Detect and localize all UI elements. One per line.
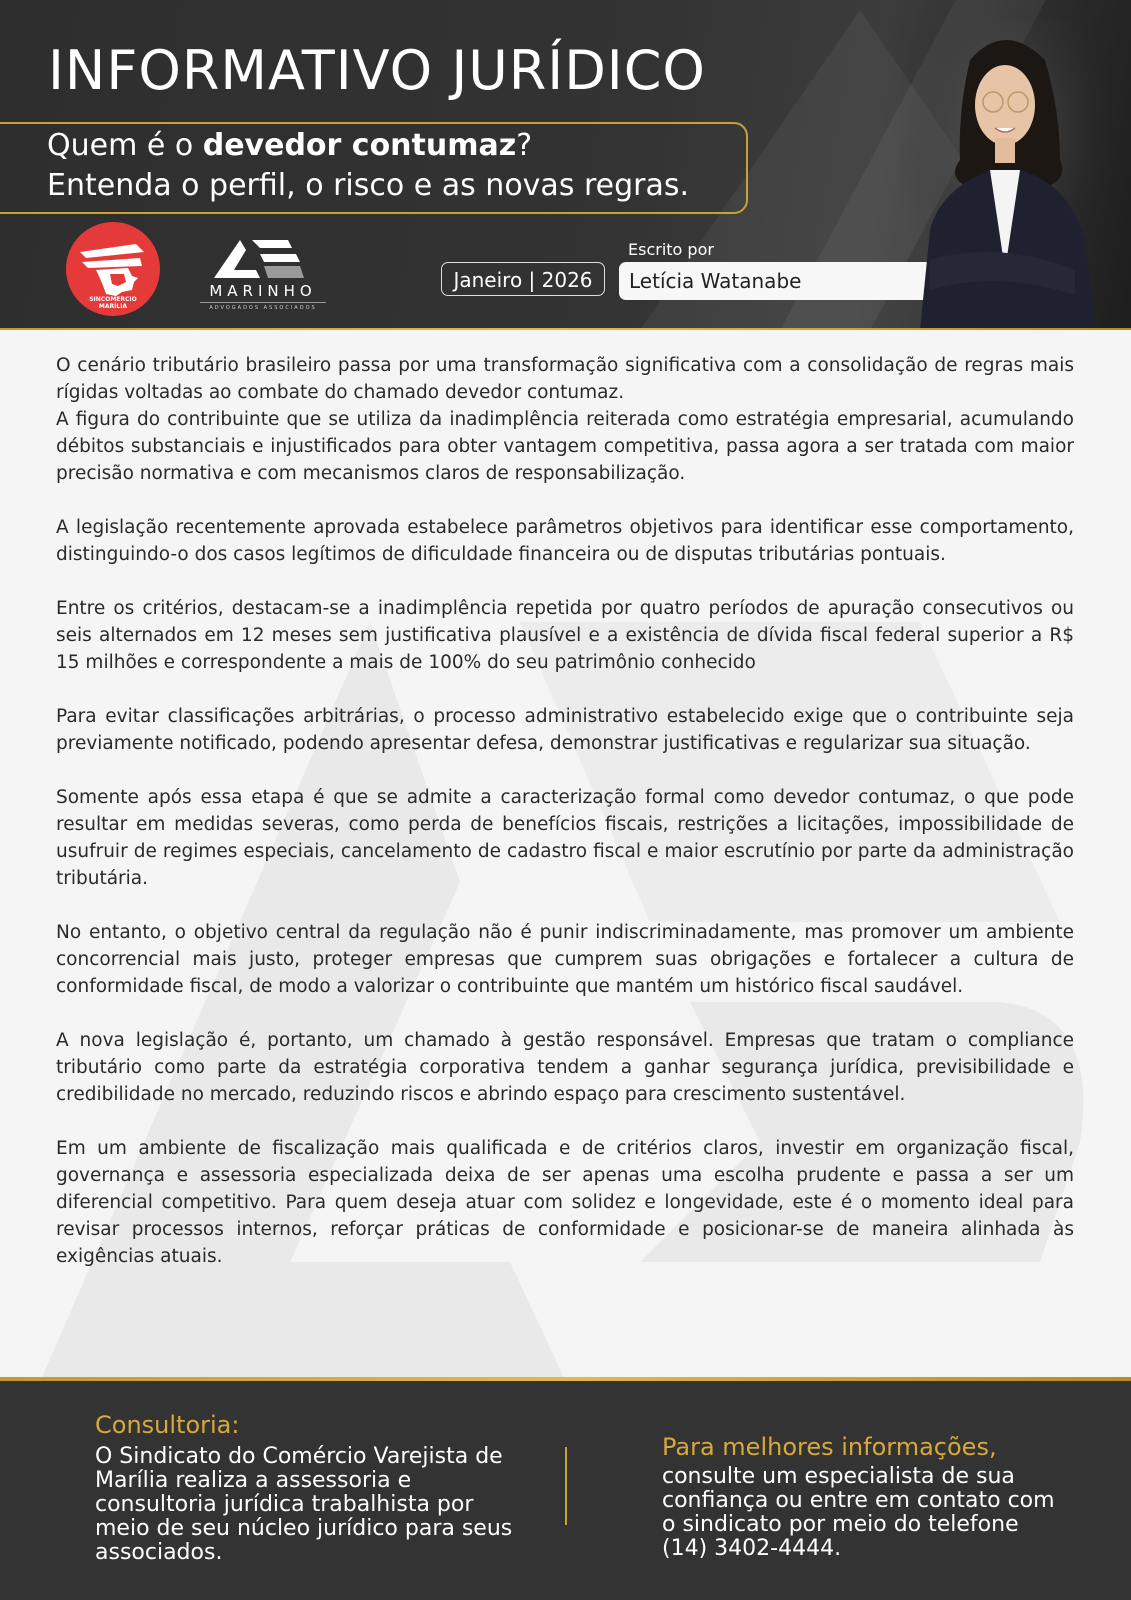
author-name: Letícia Watanabe	[619, 262, 949, 300]
article-section	[0, 332, 1131, 1377]
date-badge: Janeiro | 2026	[441, 262, 605, 296]
subtitle-prefix: Quem é o	[47, 128, 203, 163]
subtitle-highlight: devedor contumaz	[202, 128, 517, 163]
footer	[0, 1381, 1131, 1600]
page-title: INFORMATIVO JURÍDICO	[48, 39, 706, 102]
info-text: consulte um especialista de sua confiança ou entre em contato com o sindicato por meio do telefone (14) 3402-4444.	[662, 1464, 1055, 1561]
article-paragraph: Em um ambiente de fiscalização mais qualificada e de critérios claros, investir em organização fiscal, governança e assessoria especializada deixa de ser apenas uma escolha prudente e passa a ser um diferencial competitivo. Para quem deseja atuar com solidez e longevidade, este é o momento ideal para revisar processos internos, reforçar práticas de conformidade e posicionar-se de maneira alinhada às exigências atuais.	[56, 1138, 1074, 1267]
header-gold-divider	[0, 328, 1131, 330]
subtitle	[47, 126, 689, 206]
sincomercio-logo-text: SINCOMERCIO MARÍLIA	[89, 296, 137, 310]
article-paragraph: No entanto, o objetivo central da regulação não é punir indiscriminadamente, mas promover um ambiente concorrencial mais justo, proteger empresas que cumprem suas obrigações e fortalecer a cultura de conformidade fiscal, de modo a valorizar o contribuinte que mantém um histórico fiscal saudável.	[56, 922, 1074, 997]
article-paragraph: Para evitar classificações arbitrárias, o processo administrativo estabelecido exige que o contribuinte seja previamente notificado, podendo apresentar defesa, demonstrar justificativas e regularizar sua situação.	[56, 706, 1074, 754]
article-paragraph: Somente após essa etapa é que se admite a caracterização formal como devedor contumaz, o que pode resultar em medidas severas, como perda de benefícios fiscais, restrições a licitações, impossibilidade de usufruir de regimes especiais, cancelamento de cadastro fiscal e maior escrutínio por parte da administração tributária.	[56, 787, 1074, 889]
marinho-logo-name: MARINHO	[209, 282, 317, 300]
author-photo	[900, 20, 1110, 330]
header	[0, 0, 1131, 330]
article-paragraph: Entre os critérios, destacam-se a inadimplência repetida por quatro períodos de apuração consecutivos ou seis alternados em 12 meses sem justificativa plausível e a existência de dívida fiscal federal superior a R$ 15 milhões e correspondente a mais de 100% do seu patrimônio conhecido	[56, 598, 1074, 673]
subtitle-line2: Entenda o perfil, o risco e as novas regras.	[47, 168, 690, 203]
article-paragraph: A nova legislação é, portanto, um chamado à gestão responsável. Empresas que tratam o compliance tributário como parte da estratégia corporativa tendem a ganhar segurança jurídica, previsibilidade e credibilidade no mercado, reduzindo riscos e abrindo espaço para crescimento sustentável.	[56, 1030, 1074, 1105]
written-by-label: Escrito por	[628, 240, 714, 259]
sincomercio-logo	[66, 222, 160, 316]
consultoria-text: O Sindicato do Comércio Varejista de Marília realiza a assessoria e consultoria jurídica trabalhista por meio de seu núcleo jurídico para seus associados.	[95, 1444, 513, 1565]
article-paragraph: A legislação recentemente aprovada estabelece parâmetros objetivos para identificar esse comportamento, distinguindo-o dos casos legítimos de dificuldade financeira ou de disputas tributárias pontuais.	[56, 517, 1074, 565]
marinho-logo-subtitle: ADVOGADOS ASSOCIADOS	[200, 302, 326, 311]
subtitle-suffix: ?	[516, 128, 533, 163]
article-paragraph: A figura do contribuinte que se utiliza da inadimplência reiterada como estratégia empresarial, acumulando débitos substanciais e injustificados para obter vantagem competitiva, passa agora a ser tratada com maior precisão normativa e com mecanismos claros de responsabilização.	[56, 409, 1074, 484]
consultoria-title: Consultoria:	[95, 1411, 240, 1439]
marinho-mark-icon	[200, 236, 326, 282]
article-body	[56, 352, 1074, 1270]
info-title: Para melhores informações,	[662, 1433, 997, 1461]
marinho-logo	[200, 236, 326, 316]
article-paragraph: O cenário tributário brasileiro passa por uma transformação significativa com a consolidação de regras mais rígidas voltadas ao combate do chamado devedor contumaz.	[56, 355, 1074, 403]
footer-divider	[565, 1447, 567, 1525]
